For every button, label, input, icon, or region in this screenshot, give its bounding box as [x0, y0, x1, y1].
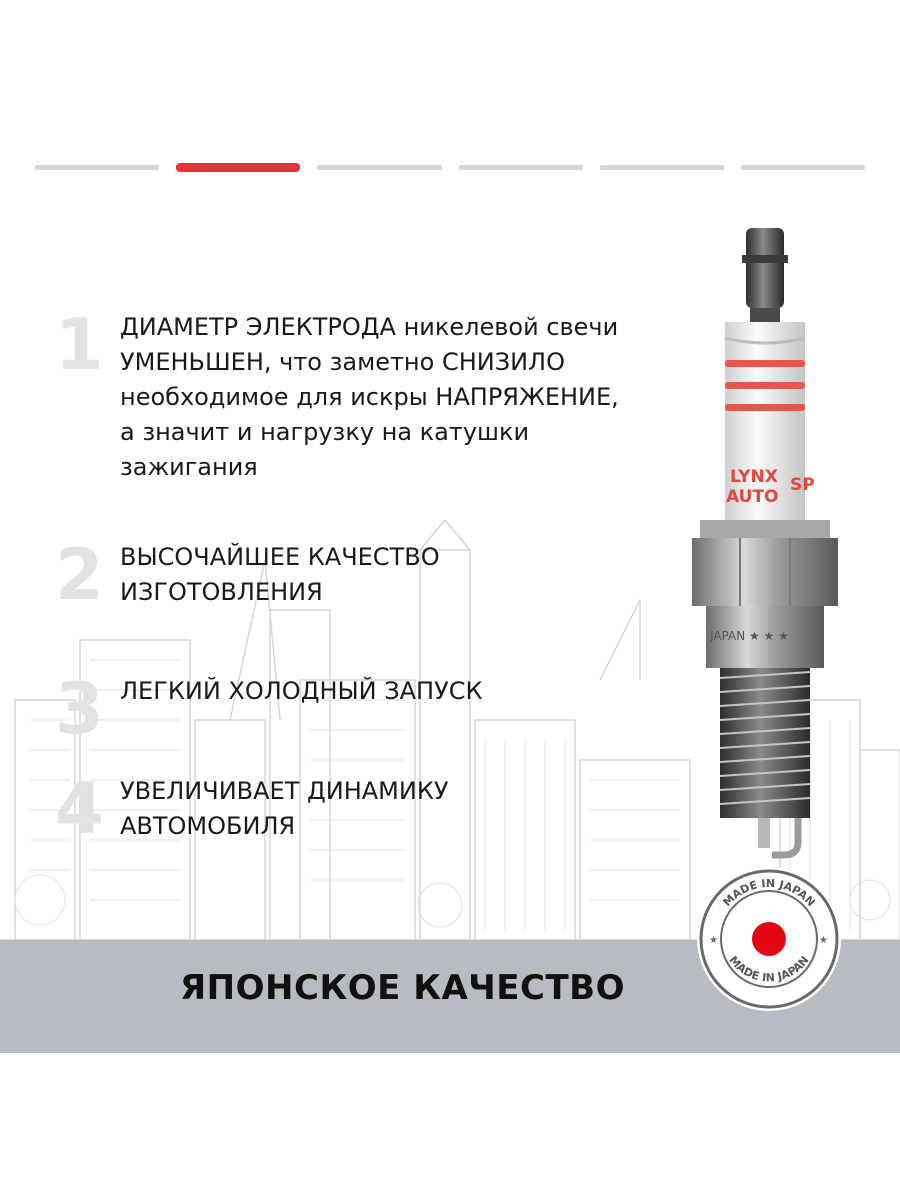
feature-number: 3 [55, 668, 104, 750]
banner-title: ЯПОНСКОЕ КАЧЕСТВО [180, 968, 625, 1008]
slide-progress-indicator [35, 165, 865, 172]
feature-number: 4 [55, 768, 104, 850]
spark-plug-image [680, 220, 850, 870]
progress-segment-2-active[interactable] [176, 163, 300, 172]
badge-bottom-text: MADE IN JAPAN [726, 953, 812, 985]
svg-text:LYNX: LYNX [730, 467, 778, 487]
feature-text: ДИАМЕТР ЭЛЕКТРОДА никелевой свечи УМЕНЬШЕН, что заметно СНИЗИЛО необходимое для искры НАПРЯЖЕНИЕ, а значит и нагрузку на катушки зажигания [120, 313, 619, 481]
progress-segment-3[interactable] [317, 165, 441, 170]
progress-segment-1[interactable] [35, 165, 159, 170]
feature-text: УВЕЛИЧИВАЕТ ДИНАМИКУ АВТОМОБИЛЯ [120, 777, 449, 840]
progress-segment-5[interactable] [600, 165, 724, 170]
star-icon: ★ [819, 935, 828, 946]
feature-3 [55, 668, 483, 750]
plug-thread-text: JAPAN ★ ★ ★ [710, 629, 789, 643]
badge-top-text: MADE IN JAPAN [720, 876, 818, 910]
feature-text: ВЫСОЧАЙШЕЕ КАЧЕСТВО ИЗГОТОВЛЕНИЯ [120, 543, 440, 606]
svg-text:AUTO: AUTO [726, 487, 779, 507]
progress-segment-4[interactable] [459, 165, 583, 170]
star-icon: ★ [709, 935, 718, 946]
feature-number: 1 [55, 304, 104, 386]
feature-1 [55, 304, 680, 485]
feature-4 [55, 768, 449, 850]
feature-number: 2 [55, 534, 104, 616]
made-in-japan-badge [695, 865, 843, 1013]
feature-2 [55, 534, 440, 616]
svg-text:SP: SP [790, 475, 815, 495]
feature-text: ЛЕГКИЙ ХОЛОДНЫЙ ЗАПУСК [120, 677, 483, 705]
progress-segment-6[interactable] [741, 165, 865, 170]
japan-flag-dot-icon [752, 922, 786, 956]
